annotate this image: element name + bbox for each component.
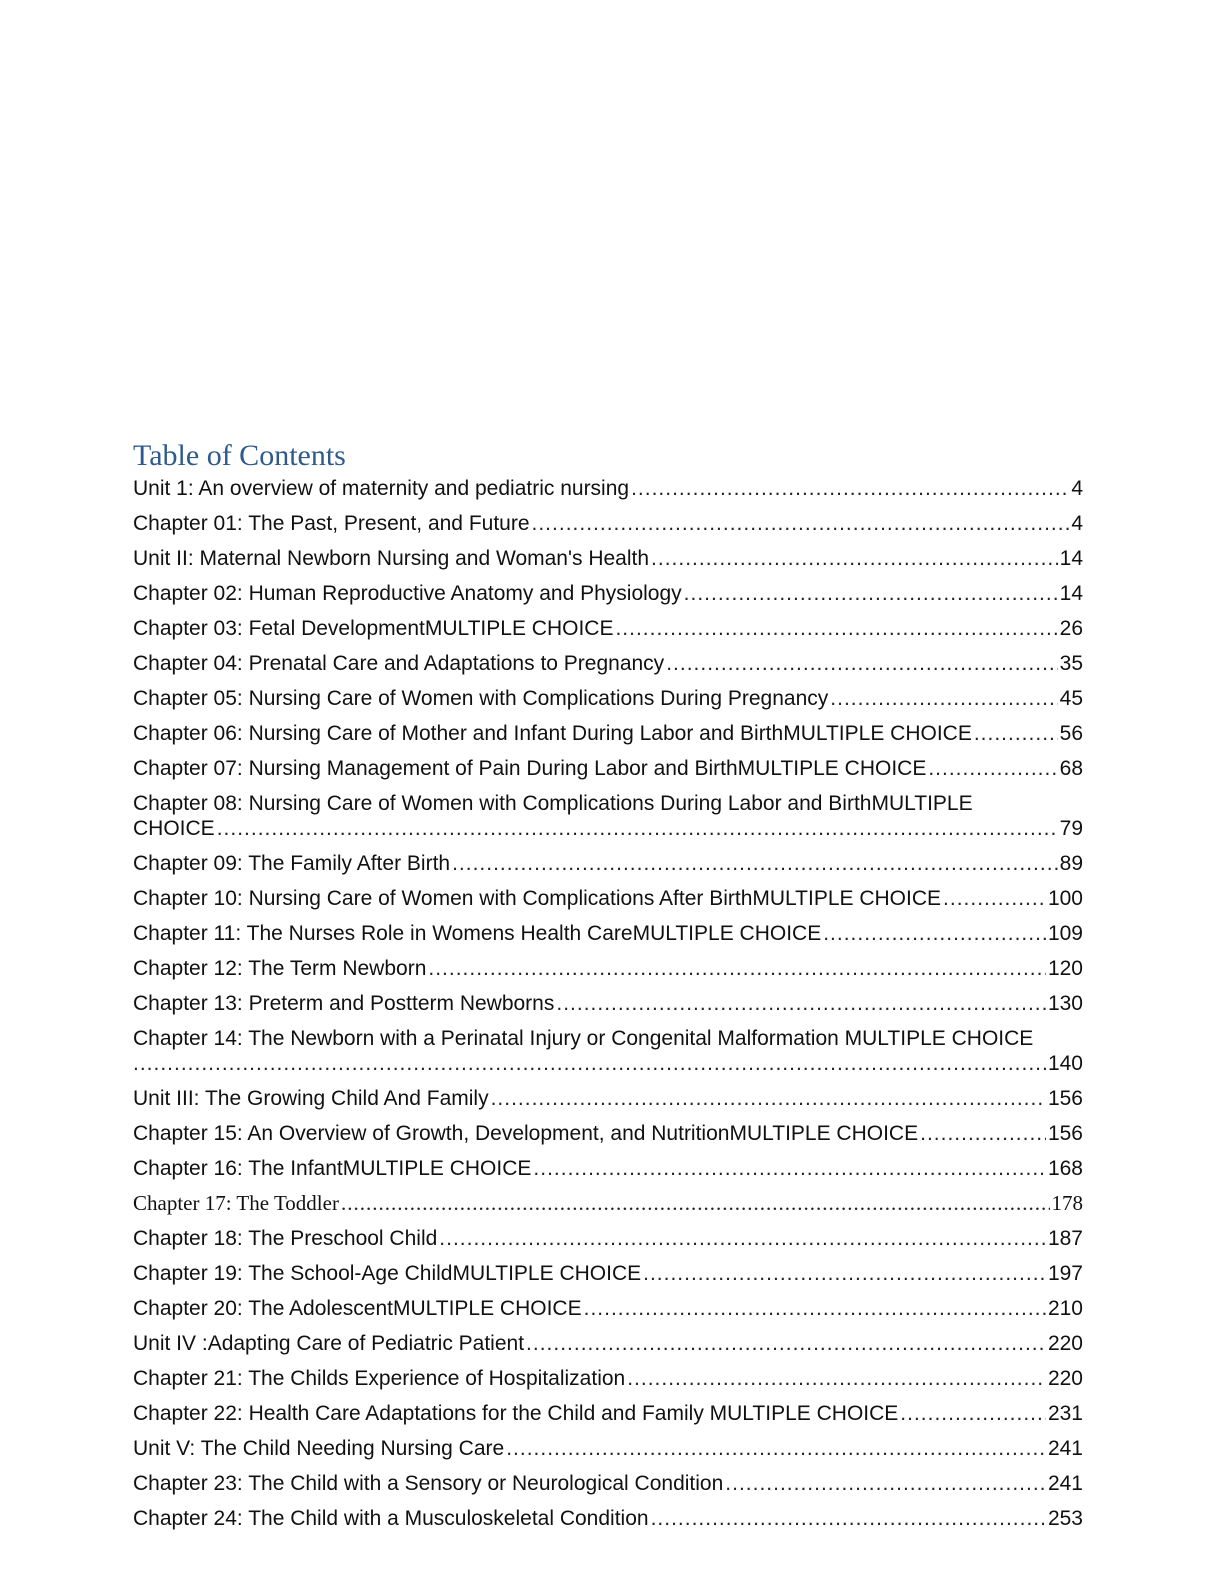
toc-entry-label: Chapter 17: The Toddler xyxy=(133,1191,339,1215)
toc-title: Table of Contents xyxy=(133,439,346,472)
toc-entry[interactable] xyxy=(133,991,1083,1026)
toc-entry-label: Chapter 16: The InfantMULTIPLE CHOICE xyxy=(133,1157,532,1180)
dot-leader xyxy=(651,1506,1046,1531)
dot-leader xyxy=(133,1051,1046,1076)
toc-entry-page: 4 xyxy=(1071,477,1083,500)
toc-entry[interactable] xyxy=(133,756,1083,791)
toc-entry-page: 45 xyxy=(1059,687,1083,710)
toc-entry-page: 35 xyxy=(1059,652,1083,675)
dot-leader xyxy=(439,1226,1046,1251)
toc-entry-label: Chapter 03: Fetal DevelopmentMULTIPLE CHOICE xyxy=(133,617,614,640)
dot-leader xyxy=(943,886,1046,911)
toc-entry[interactable] xyxy=(133,791,1083,851)
dot-leader xyxy=(900,1401,1046,1426)
toc-entry[interactable] xyxy=(133,1261,1083,1296)
dot-leader xyxy=(666,651,1057,676)
toc-entry-label: Chapter 06: Nursing Care of Mother and Infant During Labor and BirthMULTIPLE CHOICE xyxy=(133,722,972,745)
dot-leader xyxy=(428,956,1046,981)
toc-entry[interactable] xyxy=(133,851,1083,886)
dot-leader xyxy=(974,721,1058,746)
dot-leader xyxy=(643,1261,1046,1286)
dot-leader xyxy=(217,816,1058,841)
dot-leader xyxy=(532,511,1070,536)
toc-entry-page: 231 xyxy=(1047,1402,1083,1425)
toc-entry-page: 178 xyxy=(1051,1191,1083,1215)
toc-entry-label: Chapter 07: Nursing Management of Pain During Labor and BirthMULTIPLE CHOICE xyxy=(133,757,927,780)
dot-leader xyxy=(684,581,1058,606)
toc-entry-label: Chapter 19: The School-Age ChildMULTIPLE CHOICE xyxy=(133,1262,642,1285)
toc-entry-label: Chapter 12: The Term Newborn xyxy=(133,957,427,980)
toc-entry[interactable] xyxy=(133,1506,1083,1541)
toc-entry-label: Chapter 22: Health Care Adaptations for the Child and Family MULTIPLE CHOICE xyxy=(133,1402,899,1425)
toc-entry-page: 220 xyxy=(1047,1332,1083,1355)
toc-entry[interactable] xyxy=(133,1086,1083,1121)
toc-entry[interactable] xyxy=(133,1026,1083,1086)
document-page xyxy=(133,436,1083,1541)
toc-entry-page: 89 xyxy=(1059,852,1083,875)
dot-leader xyxy=(651,546,1058,571)
dot-leader xyxy=(928,756,1057,781)
dot-leader xyxy=(830,686,1057,711)
toc-entry-label: Chapter 20: The AdolescentMULTIPLE CHOICE xyxy=(133,1297,582,1320)
toc-entry-label: Chapter 09: The Family After Birth xyxy=(133,852,451,875)
toc-entry-page: 241 xyxy=(1047,1437,1083,1460)
toc-entry[interactable] xyxy=(133,1121,1083,1156)
toc-entry-page: 79 xyxy=(1059,817,1083,840)
dot-leader xyxy=(556,991,1046,1016)
toc-entry[interactable] xyxy=(133,1436,1083,1471)
toc-entry-label: Chapter 18: The Preschool Child xyxy=(133,1227,438,1250)
toc-entry-label-continued: CHOICE xyxy=(133,817,215,840)
toc-entry-label: Chapter 15: An Overview of Growth, Development, and NutritionMULTIPLE CHOICE xyxy=(133,1122,919,1145)
toc-entry[interactable] xyxy=(133,921,1083,956)
toc-entry-page: 4 xyxy=(1071,512,1083,535)
dot-leader xyxy=(920,1121,1046,1146)
toc-entry[interactable] xyxy=(133,1471,1083,1506)
dot-leader xyxy=(491,1086,1046,1111)
toc-entry-label: Chapter 24: The Child with a Musculoskeletal Condition xyxy=(133,1507,649,1530)
toc-entry[interactable] xyxy=(133,956,1083,991)
toc-entry[interactable] xyxy=(133,1191,1083,1226)
toc-entry[interactable] xyxy=(133,886,1083,921)
dot-leader xyxy=(584,1296,1046,1321)
toc-entry[interactable] xyxy=(133,721,1083,756)
toc-entry[interactable] xyxy=(133,581,1083,616)
toc-entry-label: Chapter 08: Nursing Care of Women with Complications During Labor and BirthMULTIPLE xyxy=(133,792,973,815)
toc-entry[interactable] xyxy=(133,1366,1083,1401)
toc-entry-label: Unit IV :Adapting Care of Pediatric Patient xyxy=(133,1332,525,1355)
dot-leader xyxy=(725,1471,1046,1496)
toc-entry-page: 14 xyxy=(1059,547,1083,570)
toc-entry[interactable] xyxy=(133,1156,1083,1191)
toc-entry[interactable] xyxy=(133,686,1083,721)
toc-entry-page: 210 xyxy=(1047,1297,1083,1320)
toc-entry-page: 68 xyxy=(1059,757,1083,780)
toc-entry[interactable] xyxy=(133,511,1083,546)
toc-entry-page: 241 xyxy=(1047,1472,1083,1495)
toc-entry-label: Chapter 14: The Newborn with a Perinatal Injury or Congenital Malformation MULTIPLE CHOICE xyxy=(133,1027,1034,1050)
toc-entry[interactable] xyxy=(133,1226,1083,1261)
dot-leader xyxy=(627,1366,1046,1391)
dot-leader xyxy=(526,1331,1046,1356)
dot-leader xyxy=(452,851,1058,876)
toc-entry[interactable] xyxy=(133,476,1083,511)
toc-entry-page: 130 xyxy=(1047,992,1083,1015)
toc-entry-label: Unit V: The Child Needing Nursing Care xyxy=(133,1437,505,1460)
toc-entry-page: 197 xyxy=(1047,1262,1083,1285)
dot-leader xyxy=(631,476,1069,501)
toc-entry-page: 168 xyxy=(1047,1157,1083,1180)
dot-leader xyxy=(533,1156,1046,1181)
toc-entry-page: 109 xyxy=(1047,922,1083,945)
toc-entry-label: Chapter 13: Preterm and Postterm Newborns xyxy=(133,992,555,1015)
dot-leader xyxy=(506,1436,1046,1461)
toc-entry-label: Chapter 10: Nursing Care of Women with Complications After BirthMULTIPLE CHOICE xyxy=(133,887,942,910)
toc-entry[interactable] xyxy=(133,546,1083,581)
toc-entry-page: 187 xyxy=(1047,1227,1083,1250)
toc-entry-label: Chapter 11: The Nurses Role in Womens Health CareMULTIPLE CHOICE xyxy=(133,922,822,945)
toc-entry[interactable] xyxy=(133,1401,1083,1436)
dot-leader xyxy=(615,616,1057,641)
toc-entry-page: 156 xyxy=(1047,1087,1083,1110)
toc-entry-page: 100 xyxy=(1047,887,1083,910)
toc-entry[interactable] xyxy=(133,651,1083,686)
toc-entry-label: Chapter 21: The Childs Experience of Hospitalization xyxy=(133,1367,626,1390)
toc-entry[interactable] xyxy=(133,1296,1083,1331)
toc-entry-label: Chapter 04: Prenatal Care and Adaptations to Pregnancy xyxy=(133,652,665,675)
toc-list xyxy=(133,476,1083,1541)
toc-entry-page: 14 xyxy=(1059,582,1083,605)
toc-entry-page: 140 xyxy=(1047,1052,1083,1075)
toc-entry-page: 26 xyxy=(1059,617,1083,640)
toc-entry-page: 156 xyxy=(1047,1122,1083,1145)
toc-entry-label: Unit 1: An overview of maternity and pediatric nursing xyxy=(133,477,630,500)
toc-entry-label: Unit III: The Growing Child And Family xyxy=(133,1087,489,1110)
toc-entry-label: Chapter 01: The Past, Present, and Future xyxy=(133,512,530,535)
toc-entry[interactable] xyxy=(133,616,1083,651)
toc-entry-page: 56 xyxy=(1059,722,1083,745)
toc-entry[interactable] xyxy=(133,1331,1083,1366)
toc-entry-label: Unit II: Maternal Newborn Nursing and Woman's Health xyxy=(133,547,650,570)
toc-entry-label: Chapter 05: Nursing Care of Women with Complications During Pregnancy xyxy=(133,687,829,710)
toc-entry-label: Chapter 23: The Child with a Sensory or Neurological Condition xyxy=(133,1472,724,1495)
toc-entry-page: 120 xyxy=(1047,957,1083,980)
dot-leader xyxy=(823,921,1046,946)
toc-entry-label: Chapter 02: Human Reproductive Anatomy and Physiology xyxy=(133,582,682,605)
dot-leader xyxy=(341,1191,1050,1216)
toc-entry-page: 253 xyxy=(1047,1507,1083,1530)
toc-entry-page: 220 xyxy=(1047,1367,1083,1390)
